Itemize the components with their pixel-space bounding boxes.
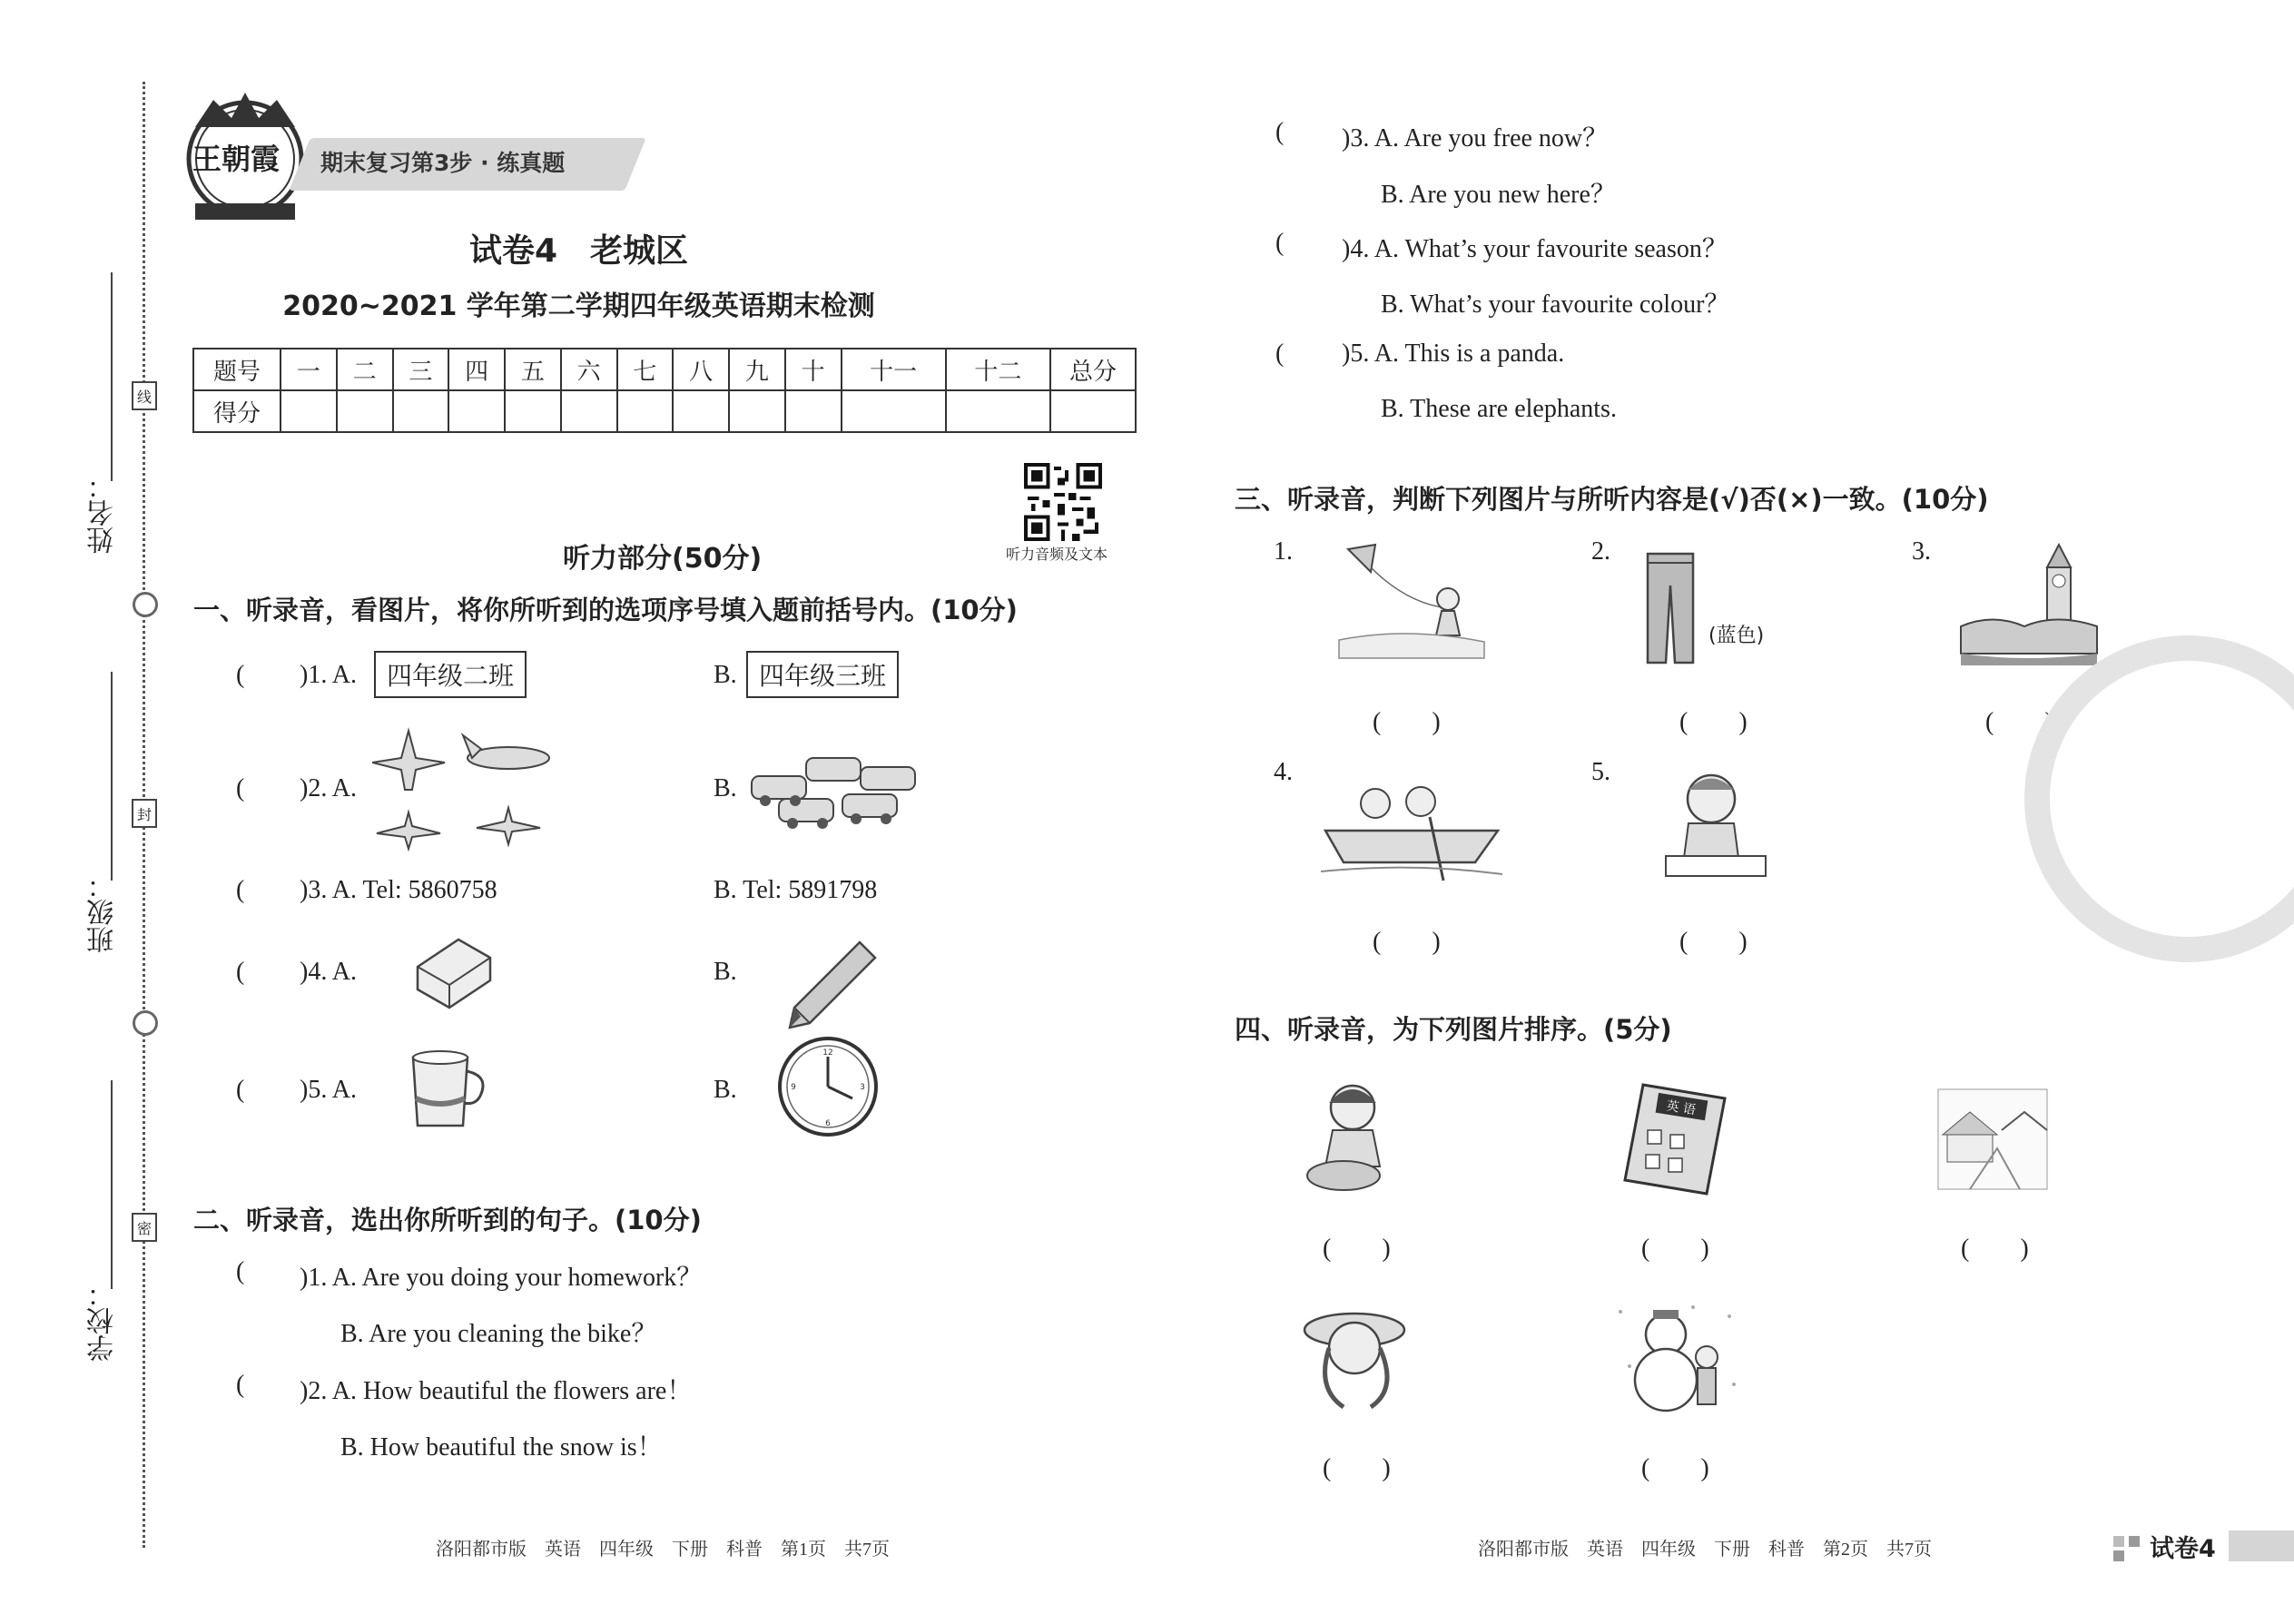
school-label: 学校： [87, 1280, 119, 1362]
listening-title: 听力部分(50分) [563, 543, 763, 575]
s3-label-3: 3. [1912, 537, 1931, 566]
boy-writing-picture [1661, 767, 1770, 889]
score-input[interactable] [281, 390, 337, 432]
score-cell: 八 [673, 349, 729, 390]
s3-label-4: 4. [1274, 758, 1293, 786]
binding-hole [133, 1010, 158, 1036]
s2-q5-option-a: )5. A. This is a panda. [1342, 340, 1565, 368]
answer-paren[interactable]: ( ) [1679, 928, 1748, 956]
english-book-picture [1620, 1080, 1729, 1202]
answer-paren[interactable]: ( ) [1641, 1454, 1709, 1482]
section3-title: 三、听录音，判断下列图片与所听内容是(√)否(×)一致。(10分) [1235, 484, 1989, 515]
score-header-row [193, 349, 1136, 390]
score-cell: 五 [505, 349, 561, 390]
score-input[interactable] [337, 390, 393, 432]
tag-marker [2129, 1536, 2140, 1547]
big-ben-picture [1956, 540, 2102, 671]
q3-option-b: B. Tel: 5891798 [714, 876, 878, 904]
q4-number: )4. A. [300, 958, 357, 986]
answer-paren[interactable]: ( ) [1323, 1235, 1391, 1263]
score-cell: 二 [337, 349, 393, 390]
footer-left: 洛阳都市版 英语 四年级 下册 科普 第1页 共7页 [436, 1540, 890, 1560]
answer-paren[interactable]: ( ) [1985, 708, 2053, 736]
score-cell: 三 [393, 349, 449, 390]
badge-text: 期末复习第3步 · 练真题 [320, 150, 566, 176]
score-cell: 六 [561, 349, 617, 390]
street-scene-picture [1934, 1085, 2052, 1197]
secret-seal-watermark [2024, 635, 2294, 962]
s2-q1-option-a: )1. A. Are you doing your homework？ [300, 1264, 703, 1292]
cars-icon [743, 744, 924, 839]
score-row-label: 得分 [193, 390, 281, 432]
tag-marker [2113, 1536, 2124, 1547]
q2-number: )2. A. [300, 774, 357, 802]
tag-marker [2113, 1550, 2124, 1561]
eraser-icon [409, 930, 499, 1016]
s2-q3-option-a: )3. A. Are you free now？ [1342, 124, 1609, 153]
snowman-picture [1602, 1294, 1748, 1420]
s3-label-2: 2. [1591, 537, 1610, 566]
cut-char-secret: 密 [132, 1213, 157, 1242]
boat-children-picture [1321, 776, 1502, 889]
s3-label-1: 1. [1274, 537, 1293, 566]
score-input[interactable] [673, 390, 729, 432]
score-input[interactable] [842, 390, 946, 432]
section2-title: 二、听录音，选出你所听到的句子。(10分) [193, 1205, 702, 1235]
score-table [192, 348, 1137, 433]
score-cell: 一 [281, 349, 337, 390]
class-field-line [111, 672, 113, 881]
answer-paren[interactable]: ( [1275, 118, 1285, 146]
s2-q1-option-b: B. Are you cleaning the bike？ [340, 1320, 657, 1348]
girl-washing-picture [1298, 1076, 1407, 1202]
binding-hole [133, 592, 158, 617]
book-title-text: 英 语 [1665, 1098, 1697, 1118]
q5-b-label: B. [714, 1076, 737, 1104]
s2-q3-option-b: B. Are you new here？ [1381, 181, 1616, 209]
footer-right: 洛阳都市版 英语 四年级 下册 科普 第2页 共7页 [1478, 1540, 1932, 1560]
score-cell: 七 [617, 349, 674, 390]
paper-tag: 试卷4 [2150, 1535, 2216, 1563]
svg-text:3: 3 [860, 1083, 865, 1092]
q1-number: )1. A. [300, 661, 357, 689]
s2-q2-option-b: B. How beautiful the snow is！ [340, 1433, 663, 1462]
answer-paren[interactable]: ( [236, 1371, 245, 1399]
score-cell: 十一 [842, 349, 946, 390]
q4-b-label: B. [714, 958, 737, 986]
tag-bar [2229, 1530, 2294, 1561]
answer-paren[interactable]: ( [236, 1076, 245, 1104]
s3-color-note: (蓝色) [1708, 625, 1765, 647]
answer-paren[interactable]: ( [1275, 229, 1285, 257]
name-label: 姓名： [87, 472, 119, 554]
score-cell: 总分 [1050, 349, 1136, 390]
exam-subtitle: 2020~2021 学年第二学期四年级英语期末检测 [282, 290, 875, 322]
score-input[interactable] [505, 390, 561, 432]
planes-icon [372, 726, 554, 857]
answer-paren[interactable]: ( ) [1961, 1235, 2029, 1263]
s2-q4-option-b: B. What’s your favourite colour？ [1381, 290, 1730, 319]
score-input[interactable] [729, 390, 785, 432]
answer-paren[interactable]: ( ) [1373, 708, 1441, 736]
s2-q4-option-a: )4. A. What’s your favourite season？ [1342, 235, 1728, 263]
q3-option-a: )3. A. Tel: 5860758 [300, 876, 497, 904]
cut-char-line: 线 [132, 381, 157, 410]
answer-paren[interactable]: ( ) [1641, 1235, 1709, 1263]
score-input[interactable] [785, 390, 842, 432]
s3-label-5: 5. [1591, 758, 1610, 786]
score-input[interactable] [1050, 390, 1136, 432]
section1-title: 一、听录音，看图片，将你所听到的选项序号填入题前括号内。(10分) [193, 595, 1018, 625]
score-input[interactable] [561, 390, 617, 432]
svg-text:6: 6 [825, 1119, 831, 1128]
answer-paren[interactable]: ( ) [1679, 708, 1748, 736]
qr-code[interactable] [1024, 463, 1102, 545]
svg-text:12: 12 [822, 1048, 833, 1058]
girl-sunhat-picture [1298, 1298, 1416, 1420]
trousers-picture [1643, 549, 1698, 671]
score-cell: 九 [729, 349, 785, 390]
answer-paren[interactable]: ( [236, 661, 245, 689]
score-cell: 十 [785, 349, 842, 390]
s2-q2-option-a: )2. A. How beautiful the flowers are！ [300, 1377, 693, 1405]
cup-icon [399, 1044, 490, 1138]
exam-title: 试卷4 老城区 [468, 232, 689, 270]
logo-text: 王朝霞 [192, 143, 281, 175]
school-field-line [111, 1080, 113, 1289]
score-input[interactable] [617, 390, 674, 432]
svg-text:9: 9 [791, 1083, 796, 1092]
answer-paren[interactable]: ( [236, 1257, 245, 1285]
answer-paren[interactable]: ( [1275, 340, 1285, 368]
score-cell: 十二 [946, 349, 1050, 390]
class-label: 班级： [87, 871, 119, 953]
q1-option-a: 四年级二班 [374, 651, 527, 698]
score-input[interactable] [946, 390, 1050, 432]
answer-paren[interactable]: ( ) [1323, 1454, 1391, 1482]
score-cell: 题号 [193, 349, 281, 390]
kite-girl-picture [1334, 540, 1489, 671]
section4-title: 四、听录音，为下列图片排序。(5分) [1235, 1014, 1672, 1045]
score-input[interactable] [393, 390, 449, 432]
q2-b-label: B. [714, 774, 737, 802]
answer-paren[interactable]: ( [236, 774, 245, 802]
clock-icon [776, 1035, 881, 1143]
crayon-icon [783, 935, 882, 1038]
answer-paren[interactable]: ( [236, 958, 245, 986]
s2-q5-option-b: B. These are elephants. [1381, 395, 1617, 423]
q1-b-label: B. [714, 661, 737, 689]
answer-paren[interactable]: ( ) [1373, 928, 1441, 956]
answer-paren[interactable]: ( [236, 876, 245, 904]
score-input[interactable] [448, 390, 505, 432]
cut-char-seal: 封 [132, 799, 157, 828]
q1-option-b: 四年级三班 [746, 651, 899, 698]
score-cell: 四 [448, 349, 505, 390]
score-value-row [193, 390, 1136, 432]
q5-number: )5. A. [300, 1076, 357, 1104]
qr-caption: 听力音频及文本 [1006, 547, 1108, 563]
